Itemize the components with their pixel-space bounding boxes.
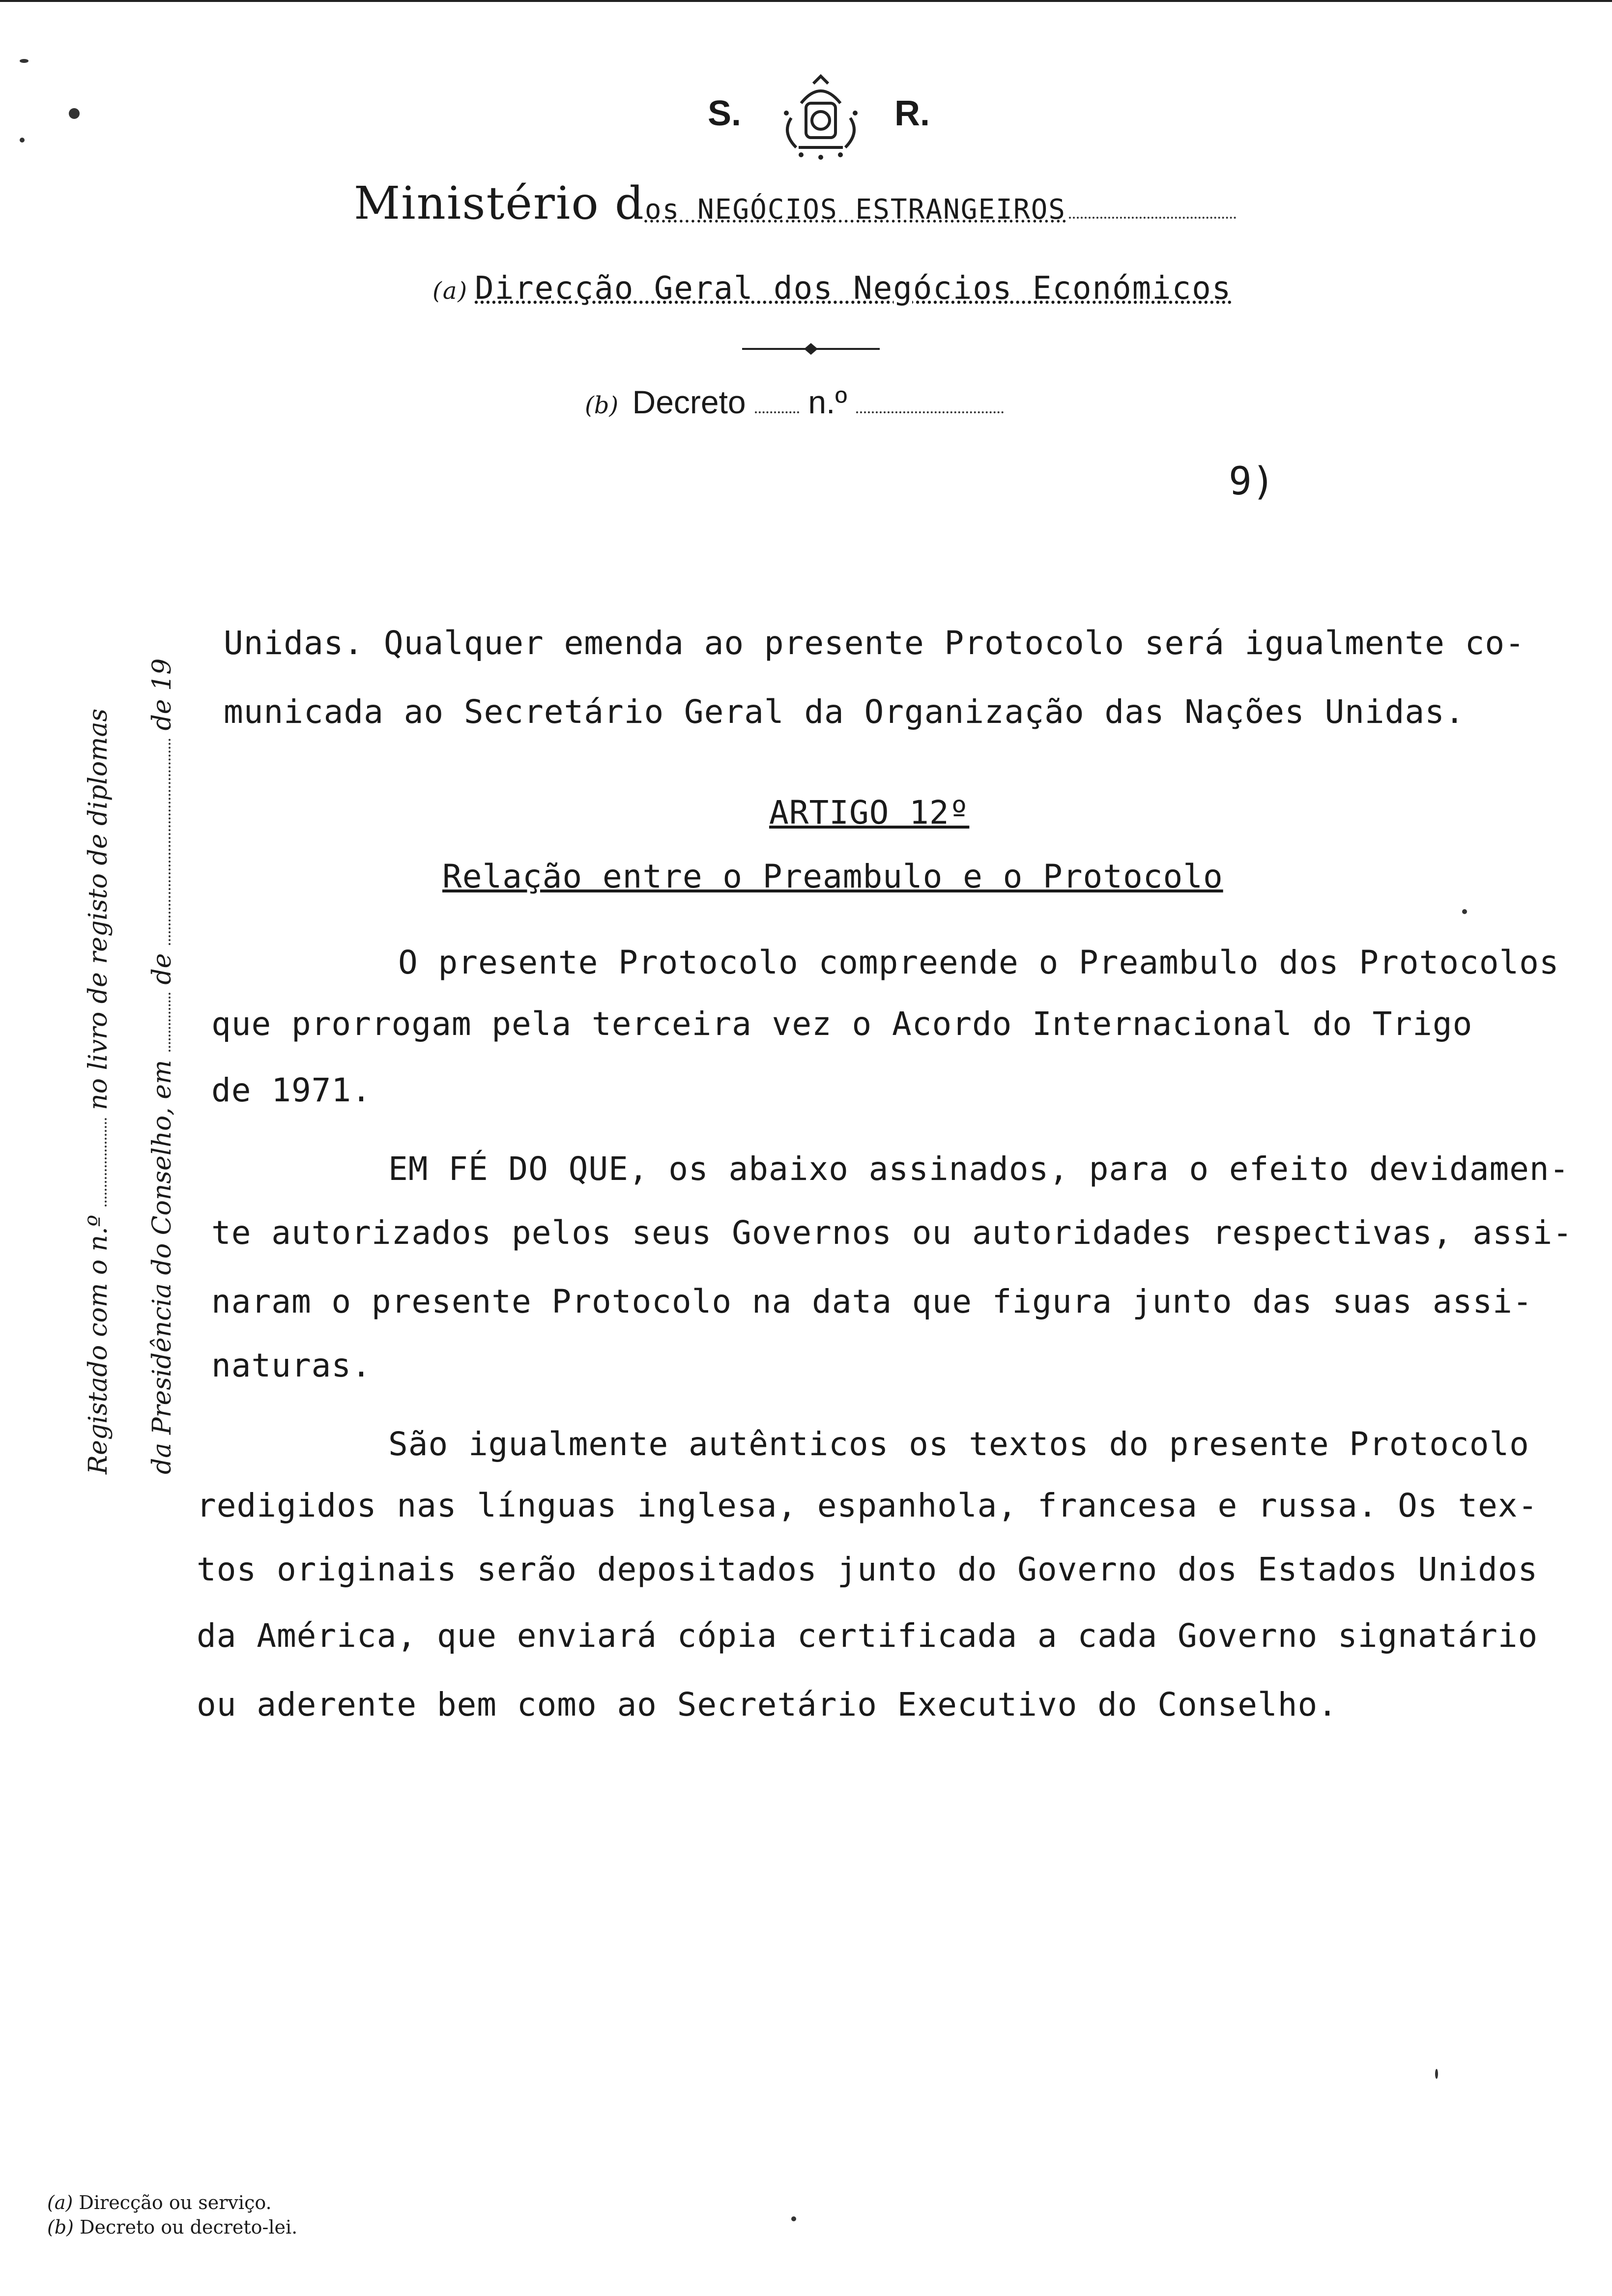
margin-line2-part2: de — [147, 953, 177, 985]
body-line: de 1971. — [211, 1071, 372, 1109]
body-line: ou aderente bem como ao Secretário Executivo do Conselho. — [197, 1686, 1338, 1723]
margin-blank — [169, 993, 171, 1052]
body-line: municada ao Secretário Geral da Organização das Nações Unidas. — [224, 693, 1465, 731]
footnote-a-text: Direcção ou serviço. — [79, 2192, 272, 2213]
body-line: tos originais serão depositados junto do Governo dos Estados Unidos — [197, 1550, 1538, 1588]
decreto-number-label: n.º — [808, 384, 847, 420]
footnote-a-mark: (a) — [47, 2192, 73, 2213]
ministry-dotted-fill — [1069, 217, 1236, 219]
page-number: 9) — [1229, 459, 1275, 504]
margin-line1-part1: Registado com o n.º — [84, 1214, 113, 1474]
margin-registration-line-1 — [84, 708, 128, 1474]
footnote-b-mark: (b) — [47, 2216, 74, 2238]
decreto-line — [585, 383, 1125, 432]
scan-speck — [1435, 2069, 1438, 2079]
scan-speck — [20, 138, 25, 143]
body-line: naturas. — [211, 1347, 372, 1384]
body-line: O presente Protocolo compreende o Preambulo dos Protocolos — [398, 944, 1559, 981]
decreto-footnote-mark: (b) — [585, 392, 619, 419]
article-title: ARTIGO 12º — [769, 794, 970, 832]
article-subtitle: Relação entre o Preambulo e o Protocolo — [442, 858, 1223, 895]
margin-blank — [105, 1118, 107, 1206]
direccao-line — [432, 270, 1317, 319]
body-line: da América, que enviará cópia certificada a cada Governo signatário — [197, 1617, 1538, 1655]
ministry-name: os NEGÓCIOS ESTRANGEIROS — [644, 194, 1066, 226]
body-line: São igualmente autênticos os textos do presente Protocolo — [388, 1425, 1529, 1463]
direccao-footnote-mark: (a) — [432, 277, 468, 305]
decreto-blank — [755, 411, 799, 413]
scan-speck — [791, 2216, 796, 2221]
scan-speck — [20, 59, 29, 63]
top-border — [0, 0, 1612, 2]
ministry-lead: Ministério d — [354, 177, 645, 230]
republic-header — [698, 74, 953, 162]
footnote-b-text: Decreto ou decreto-lei. — [80, 2216, 298, 2238]
footnote-b — [47, 2216, 297, 2238]
decreto-label: Decreto — [632, 384, 746, 420]
footnote-a — [47, 2192, 272, 2213]
body-line: redigidos nas línguas inglesa, espanhola, francesa e russa. Os tex- — [197, 1487, 1538, 1524]
body-line: que prorrogam pela terceira vez o Acordo Internacional do Trigo — [211, 1005, 1473, 1043]
margin-line1-part2: no livro de registo de diplomas — [84, 708, 113, 1110]
coat-of-arms-icon — [772, 74, 870, 162]
body-line: Unidas. Qualquer emenda ao presente Protocolo será igualmente co- — [224, 624, 1525, 662]
body-line: EM FÉ DO QUE, os abaixo assinados, para o efeito devidamen- — [388, 1150, 1570, 1188]
body-line: te autorizados pelos seus Governos ou autoridades respectivas, assi- — [211, 1214, 1573, 1252]
margin-blank — [169, 739, 171, 945]
margin-line2-part3: de 19 — [147, 658, 177, 731]
decreto-number-blank — [856, 411, 1004, 413]
ornamental-divider — [737, 339, 885, 359]
letter-r: R. — [894, 94, 930, 133]
body-line: naram o presente Protocolo na data que figura junto das suas assi- — [211, 1283, 1533, 1320]
direccao-text: Direcção Geral dos Negócios Económicos — [475, 270, 1232, 307]
margin-registration-line-2 — [147, 658, 192, 1474]
ministry-line — [354, 177, 1288, 246]
margin-line2-part1: da Presidência do Conselho, em — [147, 1060, 177, 1474]
letter-s: S. — [708, 94, 742, 133]
scan-speck — [1462, 909, 1467, 914]
scan-speck — [69, 108, 80, 119]
